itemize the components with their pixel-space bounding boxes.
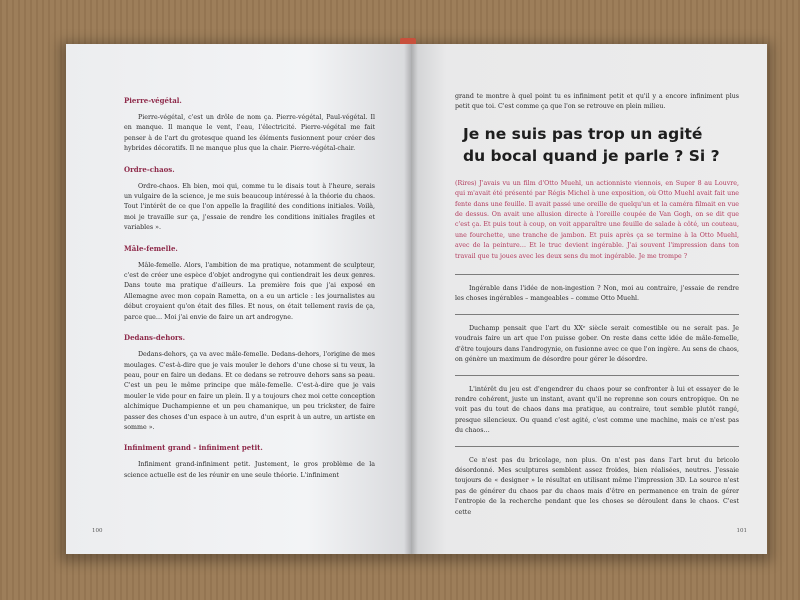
heading-line: Je ne suis pas trop un agité	[463, 124, 703, 143]
page-number-left: 100	[92, 528, 103, 534]
answer-paragraph: Duchamp pensait que l'art du XXᵉ siècle serait comestible ou ne serait pas. Je voudrais faire un art que l'on puisse gober. On reste dans cette idée de mâle-femelle, d'être toujours dans l'androgynie, on fusionne avec ce que l'on ingère. Au sens de chaos, on génère un maximum de désordre pour gérer le désordre.	[455, 324, 739, 364]
interviewer-question: (Rires) J'avais vu un film d'Otto Muehl, un actionniste viennois, en Super 8 au Louvre, qui m'avait été présenté par Régis Michel à une exposition, où Otto Muehl avait fait une fente dans une feuille. Il avait passé une oreille de quelqu'un et la caméra filmait en vue de dessus. On avait une allusion directe à l'oreille coupée de Van Gogh, on se dit que c'est ça. Et puis tout à coup, on voit apparaître une feuille de salade à côté, un couteau, une fourchette, une tranche de jambon. Et puis après ça se termine à la Otto Muehl, avec de la peinture… Et le truc devient ingérable. J'ai souvent l'impression dans ton travail que tu joues avec les deux sens du mot ingérable. Je me trompe ?	[455, 179, 739, 260]
section-title: Ordre-chaos.	[124, 164, 175, 174]
section-body: Mâle-femelle. Alors, l'ambition de ma pratique, notamment de sculpteur, c'est de créer une espèce d'objet androgyne qui contiendrait les deux genres. Dans toute ma pratique d'ailleurs. La première fois que j'ai exposé en Allemagne avec mon copain Rametta, on a eu un article : les journalistes au début croyaient qu'on était des filles. Et nous, on était tellement ravis de ça, parce que… Moi j'ai envie de faire un art androgyne.	[124, 261, 375, 321]
section-title: Pierre-végétal.	[124, 96, 182, 105]
answer-paragraph: L'intérêt du jeu est d'engendrer du chaos pour se confronter à lui et essayer de le rendre cohérent, juste un instant, avant qu'il ne reprenne son cours entropique. On ne voit pas du tout de chaos dans ma pratique, au contraire, tout semble plutôt rangé, presque silencieux. Ou quand c'est agité, c'est comme une machine, mais ce n'est pas du chaos…	[455, 385, 739, 435]
divider	[455, 314, 739, 315]
section-body: Ordre-chaos. Eh bien, moi qui, comme tu le disais tout à l'heure, serais un vulgaire de la science, je me suis beaucoup intéressé à la théorie du chaos. Tout l'intérêt de ce que l'on appelle la fragilité des conditions initiales. Voilà, moi je travaille sur ça, j'essaie de rendre les conditions initiales fragiles et variables ».	[124, 182, 375, 232]
page-number-right: 101	[736, 528, 747, 534]
divider	[455, 446, 739, 447]
opening-paragraph: grand te montre à quel point tu es infiniment petit et qu'il y a encore infiniment plus petit que toi. C'est comme ça que l'on se retrouve en plein milieu.	[455, 93, 739, 111]
answer-paragraph: Ingérable dans l'idée de non-ingestion ? Non, moi au contraire, j'essaie de rendre les choses ingérables – mangeables – comme Otto Muehl.	[455, 285, 739, 303]
heading-line: du bocal quand je parle ? Si ?	[463, 146, 720, 165]
section-title: Mâle-femelle.	[124, 243, 178, 253]
left-page	[66, 44, 411, 554]
section-title: Infiniment grand - infiniment petit.	[124, 443, 263, 453]
question-heading	[463, 123, 739, 167]
section-body: Infiniment grand-infiniment petit. Justement, le gros problème de la science actuelle est de les réunir en une seule théorie. L'infiniment	[124, 461, 375, 479]
right-page	[411, 44, 767, 554]
book-gutter	[404, 44, 418, 554]
section-body: Pierre-végétal, c'est un drôle de nom ça. Pierre-végétal, Paul-végétal. Il en manque. Il manque le vent, l'eau, l'électricité. Pierre-végétal me fait penser à de l'art du grotesque quand les éléments fusionnent pour créer des hybrides décoratifs. Il ne manque plus que la chair. Pierre-végétal-chair.	[124, 114, 375, 153]
answer-paragraph: Ce n'est pas du bricolage, non plus. On n'est pas dans l'art brut du bricolo désordonné. Mes sculptures semblent assez froides, bien réalisées, neutres. J'essaie toujours de « designer » le résultat en utilisant même l'impression 3D. La source n'est pas de générer du chaos par du chaos mais d'être en permanence en train de gérer l'entropie de la recherche pendant que les choses se déroulent dans le chaos. C'est cette	[455, 456, 739, 516]
divider	[455, 375, 739, 376]
section-title: Dedans-dehors.	[124, 333, 186, 343]
section-body: Dedans-dehors, ça va avec mâle-femelle. Dedans-dehors, l'origine de mes moulages. C'est-à-dire que je vais mouler le dehors d'une chose si tu veux, la peau, pour en faire un dedans. Et ce dedans se retrouve dehors sans sa peau. C'est un peu le même principe que mâle-femelle. C'est-à-dire que je vais mouler le vide pour en faire un plein. Il y a toujours chez moi cette conception alchimique Duchampienne et un peu chamanique, un peu trickster, de faire passer des choses d'un espace à un autre, d'un esprit à un autre, un artiste en somme ».	[124, 351, 375, 431]
divider	[455, 274, 739, 275]
